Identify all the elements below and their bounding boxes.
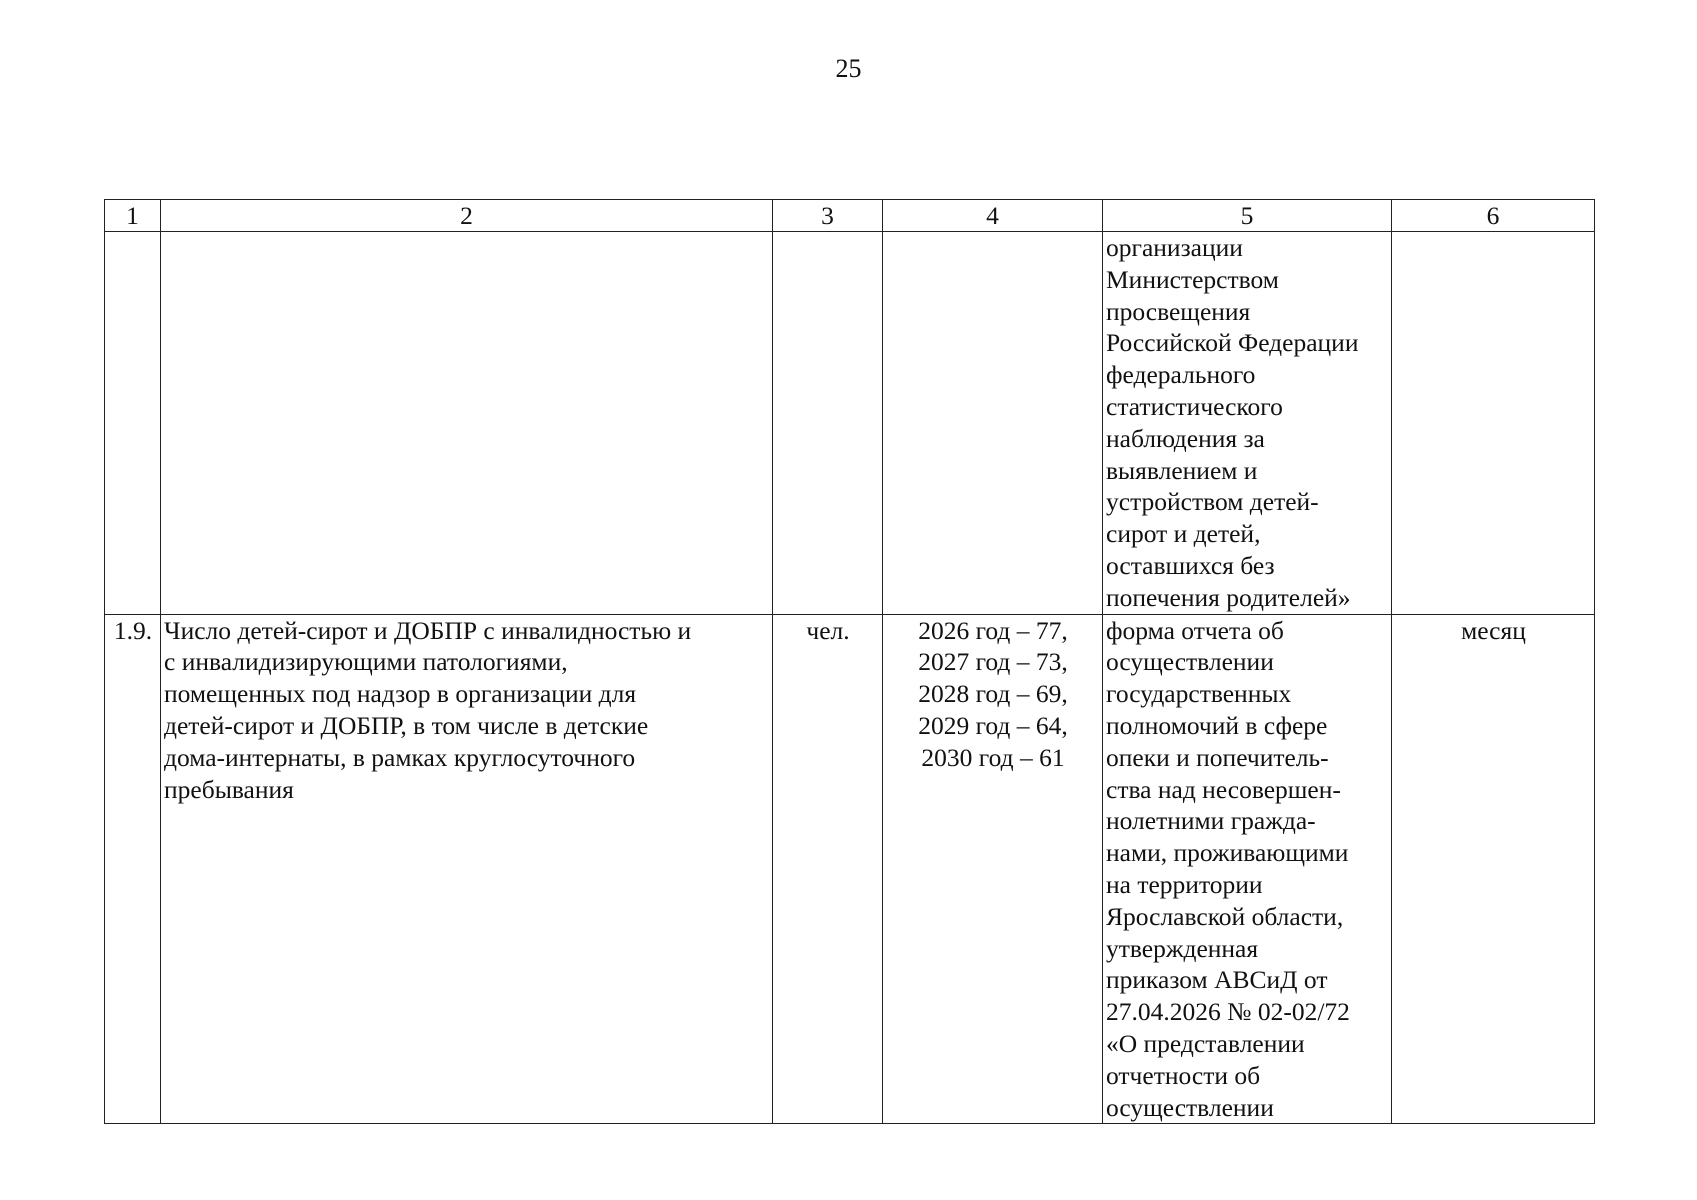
indicator-line: дома-интернаты, в рамках круглосуточного	[164, 742, 636, 772]
header-col-1: 1	[105, 200, 161, 232]
source-line: осуществлении	[1106, 647, 1274, 677]
values-cell	[883, 614, 1103, 1124]
source-line: полномочий в сфере	[1106, 710, 1328, 740]
source-line: опеки и попечитель-	[1106, 742, 1329, 772]
cell-empty	[883, 232, 1103, 615]
indicator-cell	[161, 614, 773, 1124]
source-line: просвещения	[1106, 296, 1251, 326]
source-line: утвержденная	[1106, 933, 1259, 963]
source-line: осуществлении	[1106, 1092, 1274, 1122]
source-line: выявлением и	[1106, 455, 1258, 485]
page-number: 25	[835, 54, 862, 83]
source-line: сирот и детей,	[1106, 519, 1261, 549]
indicator-line: Число детей-сирот и ДОБПР с инвалидностью и	[164, 615, 692, 645]
header-col-6: 6	[1392, 200, 1595, 232]
source-line: нами, проживающими	[1106, 838, 1349, 868]
header-col-3: 3	[773, 200, 883, 232]
period-cell: месяц	[1392, 614, 1595, 1124]
unit-cell: чел.	[773, 614, 883, 1124]
source-line: форма отчета об	[1106, 615, 1284, 645]
table-row-1-9	[105, 614, 1595, 1124]
source-line: Ярославской области,	[1106, 901, 1344, 931]
source-line: «О представлении	[1106, 1028, 1305, 1058]
source-line: Министерством	[1106, 264, 1279, 294]
header-col-2: 2	[161, 200, 773, 232]
source-line: наблюдения за	[1106, 423, 1265, 453]
source-line: Российской Федерации	[1106, 328, 1359, 358]
value-line: 2029 год – 64,	[918, 710, 1068, 740]
indicator-line: пребывания	[164, 774, 294, 804]
indicators-table	[104, 199, 1595, 1124]
header-col-4: 4	[883, 200, 1103, 232]
source-line: организации	[1106, 233, 1243, 262]
cell-empty	[105, 232, 161, 615]
header-col-5: 5	[1103, 200, 1392, 232]
source-line: 27.04.2026 № 02-02/72	[1106, 997, 1350, 1027]
source-line: ства над несовершен-	[1106, 774, 1341, 804]
value-line: 2028 год – 69,	[918, 679, 1068, 709]
source-line: устройством детей-	[1106, 487, 1319, 517]
source-line: нолетними гражда-	[1106, 806, 1316, 836]
source-continuation-cell	[1103, 232, 1392, 615]
value-line: 2026 год – 77,	[918, 615, 1068, 645]
row-number: 1.9.	[105, 614, 161, 1124]
value-line: 2027 год – 73,	[918, 647, 1068, 677]
table-row-continuation	[105, 232, 1595, 615]
indicator-line: детей-сирот и ДОБПР, в том числе в детские	[164, 710, 649, 740]
source-line: статистического	[1106, 391, 1283, 421]
source-line: отчетности об	[1106, 1060, 1261, 1090]
cell-empty	[161, 232, 773, 615]
value-line: 2030 год – 61	[921, 742, 1065, 772]
source-line: оставшихся без	[1106, 550, 1275, 580]
source-line: государственных	[1106, 679, 1292, 709]
indicator-line: помещенных под надзор в организации для	[164, 679, 637, 709]
cell-empty	[773, 232, 883, 615]
cell-empty	[1392, 232, 1595, 615]
table-header-row	[105, 200, 1595, 232]
source-line: попечения родителей»	[1106, 582, 1351, 612]
source-line: на территории	[1106, 869, 1263, 899]
indicator-line: с инвалидизирующими патологиями,	[164, 647, 568, 677]
source-cell	[1103, 614, 1392, 1124]
source-line: федерального	[1106, 360, 1256, 390]
source-line: приказом АВСиД от	[1106, 965, 1328, 995]
